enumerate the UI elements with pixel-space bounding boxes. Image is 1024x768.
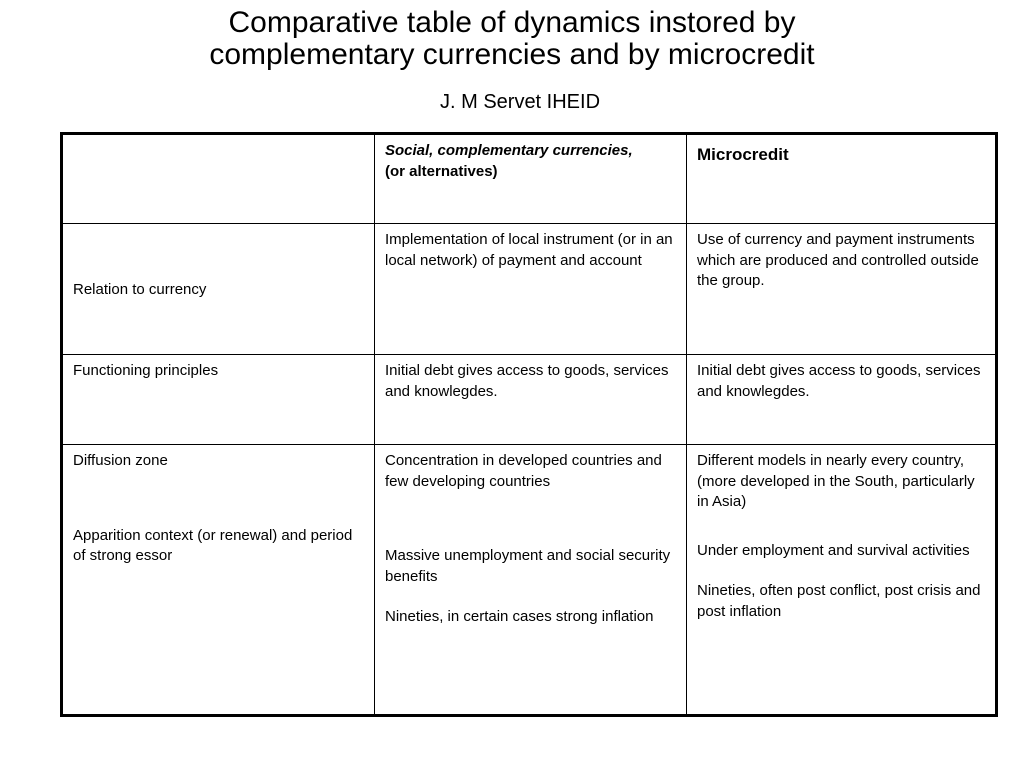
header-cell-microcredit: Microcredit (687, 135, 995, 224)
header-cell-empty (63, 135, 375, 224)
table-cell: Use of currency and payment instruments which are produced and controlled outside the group. (687, 224, 995, 355)
header-complementary-currencies-alt: (or alternatives) (385, 162, 498, 180)
row-label-text: Relation to currency (73, 280, 207, 298)
table-cell: Implementation of local instrument (or in an local network) of payment and account (375, 224, 687, 355)
slide-subtitle: J. M Servet IHEID (439, 91, 601, 113)
row-label-relation-to-currency (63, 224, 375, 355)
header-cell-complementary-currencies (375, 135, 687, 224)
row-label-diffusion-zone: Diffusion zone (73, 452, 168, 469)
slide-title (0, 7, 1024, 71)
table-cell-microcredit-diffusion (687, 445, 995, 714)
cell-paragraph: Under employment and survival activities (697, 541, 970, 559)
table-cell-complementary-diffusion (375, 445, 687, 714)
cell-paragraph: Massive unemployment and social security benefits (385, 547, 671, 585)
row-label-diffusion-and-context (63, 445, 375, 714)
comparison-table (60, 132, 998, 717)
cell-paragraph: Concentration in developed countries and few developing countries (385, 452, 662, 490)
row-label-apparition-context: Apparition context (or renewal) and period of strong essor (73, 526, 353, 564)
header-complementary-currencies-title: Social, complementary currencies, (385, 142, 633, 159)
table-cell: Initial debt gives access to goods, services and knowlegdes. (375, 355, 687, 445)
cell-paragraph: Nineties, in certain cases strong inflation (385, 608, 654, 625)
slide-title-line-1: Comparative table of dynamics instored by (228, 6, 796, 39)
table-cell: Initial debt gives access to goods, services and knowlegdes. (687, 355, 995, 445)
row-label-functioning-principles: Functioning principles (63, 355, 375, 445)
cell-paragraph: Different models in nearly every country, (more developed in the South, particularly in Asia) (697, 452, 975, 510)
slide-title-line-2: complementary currencies and by microcredit (209, 38, 815, 71)
cell-paragraph: Nineties, often post conflict, post crisis and post inflation (697, 582, 981, 620)
